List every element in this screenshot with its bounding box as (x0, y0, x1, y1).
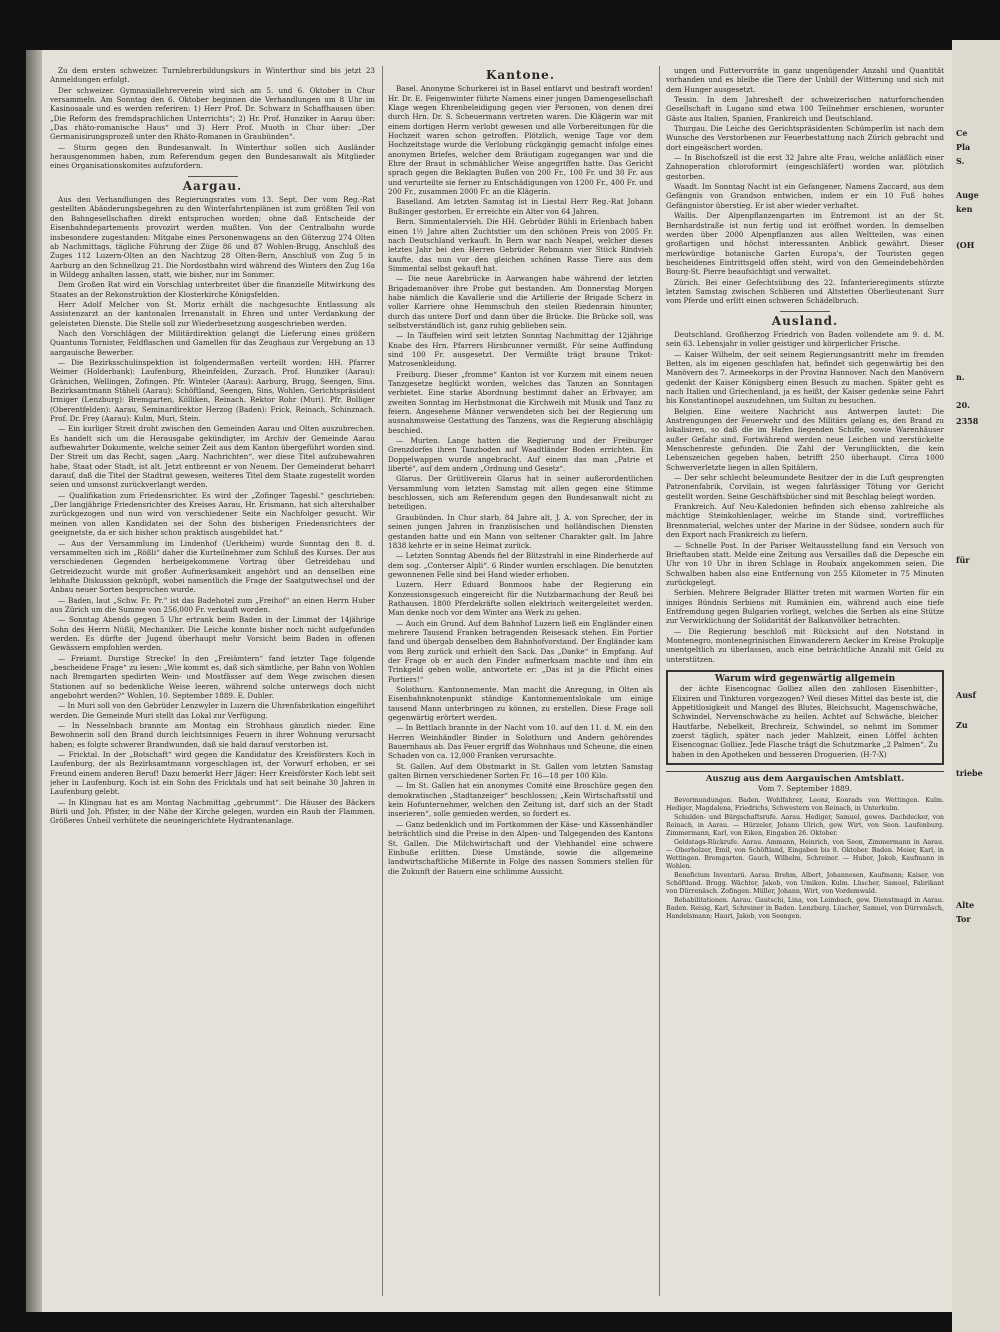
edge-fragment: S. (956, 156, 965, 166)
article: — Freiamt. Durstige Strecke! In den „Freiämtern“ fand letzter Tage folgende „bescheidene Frage“ zu lesen: „Wie kommt es, daß sich sämtliche, per Bahn von Wohlen nach Bremgarten spedirten Wein- und Mostfässer auf dem Wege zwischen diesen Stationen auf so bedenkliche Weise leeren, während solche unterwegs doch nicht angebohrt werden?“ Wohlen, 10. September 1889. E. Dubler. (50, 653, 375, 700)
article: Wallis. Der Alpenpflanzengarten im Entremont ist an der St. Bernhardstraße ist nun fertig und ist eröffnet worden. In demselben werden über 2000 Alpenpflanzen aus allen Weltteilen, was einen großartigen und höchst interessanten Anblick gewährt. Dieser merkwürdige botanische Garten Europa's, der Touristen gegen bescheidenes Eintrittsgeld offen steht, wird von den Gemeindebehörden Bourg-St. Pierre beaufsichtigt und verwaltet. (666, 211, 944, 277)
column-right (666, 66, 944, 1296)
article: — In Bischofszell ist die erst 32 Jahre alte Frau, welche anläßlich einer Zahnoperation chloroformirt (eingeschläfert) worden war, plötzlich gestorben. (666, 153, 944, 181)
advertisement-text: der ächte Eisencognac Golliez allen den zahllosen Eisenbitter-, Elixiren und Tinkturen vorgezogen? Weil dieses Mittel das beste ist, die Appetitlosigkeit und Mangel des Blutes, Bleichsucht, Magenschwäche, Schwindel, Nervenschwäche zu heilen. Achtet auf Schwäche, bleicher Hautfarbe, Nebelkeit, Brechreiz, Schwindel, so nehmt im Sommer zuerst täglich, später nach jeder Mahlzeit, einen Löffel ächten Eisencognac Golliez. Jede Flasche trägt die Schutzmarke „2 Palmen“. Zu haben in den Apotheken und besseren Droguerien. (H-7-X) (672, 684, 938, 759)
article: Luzern. Herr Eduard Bonmoos habe der Regierung ein Konzessionsgesuch eingereicht für die Nutzbarmachung der Reuß bei Rathausen. 1800 Pferdekräfte sollen elektrisch weitergeleitet werden. Man denke noch vor dem Winter ans Werk zu gehen. (388, 580, 653, 618)
article: ungen und Futtervorräte in ganz ungenügender Anzahl und Quantität vorhanden und es bleibe die Tiere der Unbill der Witterung und sich mit dem Hunger ausgesetzt. (666, 66, 944, 94)
column-middle (388, 66, 653, 1296)
article: — Sturm gegen den Bundesanwalt. In Winterthur sollen sich Ausländer herausgenommen haben, zum Referendum gegen den Bundesanwalt als Mitglieder eines Organisationskomites aufzufordern. (50, 142, 375, 171)
section-divider (780, 311, 830, 312)
amtsblatt-entry: Rehabilitationen. Aarau. Gautschi, Lina, von Leimbach, gew. Dienstmagd in Aarau. Baden. Reisig, Karl, Schreiner in Baden. Lenzburg. Lüscher, Samuel, von Dürrenäsch, Handelsmann; Hauri, Jakob, von Seengen. (666, 896, 944, 920)
scan-background (952, 0, 1000, 40)
article: Serbien. Mehrere Belgrader Blätter treten mit warmen Worten für ein inniges Bündnis Serbiens mit Rumänien ein, während auch eine tiefe Entfremdung gegen Bulgarien vorliegt, welches die Serben als eine Stütze zur Verwirklichung der Solidarität der Balkanvölker betrachten. (666, 588, 944, 626)
article: Herr Adolf Melcher von St. Moriz erhält die nachgesuchte Entlassung als Assistenzarzt an der kantonalen Irrenanstalt in Ehren und unter Verdankung der geleisteten Dienste. Die Stelle soll zur Wiederbesetzung ausgeschrieben werden. (50, 299, 375, 328)
article: Deutschland. Großherzog Friedrich von Baden vollendete am 9. d. M. sein 63. Lebensjahr in voller geistiger und körperlicher Frische. (666, 329, 944, 349)
article: — Schnelle Post. In der Pariser Weltausstellung fand ein Versuch von Brieftauben statt. Melde eine Zeitung aus Versailles daß die Depesche ein Uhr von 10 Uhr in ihren Schlage in Roubaix angekommen seien. Die Schwalben haben also eine Entfernung von 255 Kilometer in 75 Minuten zurückgelegt. (666, 540, 944, 587)
article: — In Klingnau hat es am Montag Nachmittag „gebrummt“. Die Häuser des Bäckers Bürli und Joh. Pfister, in der Nähe der Kirche gelegen, wurden ein Raub der Flammen. Größeres Unheil verhütete die neueingerichtete Hydrantenanlage. (50, 797, 375, 826)
section-heading-aargau: Aargau. (182, 178, 243, 193)
article: — Auch ein Grund. Auf dem Bahnhof Luzern ließ ein Engländer einen mehrere Tausend Franken betragenden Reisesack stehen. Ein Portier fand und übergab denselben dem Bahnhofvorstand. Der Engländer kam vom Berg zurück und erhielt den Sack. Das „Danke“ in Empfang. Auf der Frage ob er auch den Finder aufmerksam machte und ihm ein Trinkgeld geben wolle, antwortete er: „Das ist ja die Pflicht eines Portiers!“ (388, 618, 653, 684)
article: Nach den Vorschlägen der Militärdirektion gelangt die Lieferung eines größern Quantums Tornister, Feldflaschen und Gamellen für das Zeughaus zur Vergebung an 13 aargauische Bewerber. (50, 328, 375, 357)
article: — Ein kurliger Streit droht zwischen den Gemeinden Aarau und Olten auszubrechen. Es handelt sich um die Herausgabe gekündigter, im Archiv der Gemeinde Aarau aufbewahrter Dokumente, welche seiner Zeit aus dem Kanton übergeführt worden sind. Der Streit um das Recht, sagen „Aarg. Nachrichten“, wer diese Titel aufzubewahren habe, Staat oder Stadt, ist alt. Jetzt entbrennt er von Neuem. Der Gemeinderat beharrt darauf, daß die Titel der Stadtrat gewesen, weiteres Titel dem Staate zugestellt worden seien und umsonst zurückverlangt werden. (50, 424, 375, 490)
adjacent-page-edge (952, 0, 1000, 1332)
article: Solothurn. Kantonnemente. Man macht die Anregung, in Olten als Eisenbahnknotenpunkt ständige Kantonnementslokale um einige tausend Mann unterbringen zu können, zu erstellen. Diese Frage soll gegenwärtig erörtert werden. (388, 685, 653, 723)
article: — Murten. Lange hatten die Regierung und der Freiburger Grenzdorfes ihren Tanzboden auf Waadtländer Boden errichten. Ein Doppelwappen wurde angebracht. Auf einem das man „Patrie et liberté“, auf dem andern „Ordnung und Gesetz“. (388, 436, 653, 474)
edge-fragment: Pla (956, 142, 971, 152)
article: — Fricktal. In der „Botschaft“ wird gegen die Kandidatur des Kreisförsters Koch in Laufenburg, der als Bezirksamtmann vorgeschlagen ist, der Vorwurf erhoben, er sei Freund einem anderen Beruf! Dazu bemerkt Herr Jäger: Herr Kreisförster Koch lebt seit jeher in Laufenburg. Koch ist ein Sohn des Fricktals und hat seit beinahe 30 Jahren in Laufenburg gelebt. (50, 750, 375, 797)
amtsblatt-entry: Schulden- und Bürgschaftsrufe. Aarau. Hediger, Samuel, gewes. Dachdecker, von Reinach, in Aarau. — Hürzeler, Johann Ulrich, gew. Wirt, von Seon. Laufenburg. Zimmermann, Karl, von Eiken, Eingaben 26. Oktober. (666, 813, 944, 837)
amtsblatt-date: Vom 7. September 1889. (758, 784, 852, 794)
edge-fragment: Tor (956, 914, 971, 924)
article: Bern. Simmentalervieh. Die HH. Gebrüder Bühli in Erlenbach haben einen 1½ Jahre alten Zuchtstier um den schönen Preis von 2005 Fr. nach Deutschland verkauft. In Bern war nach Neapel, welcher dieses letztes Jahr bei den Herren Gebrüder Rebmann vier Stück Rindvieh kaufte, das nun vor den gleichen schönen Rasse Tiere aus dem Simmental selbst gekauft hat. (388, 217, 653, 273)
section-heading-kantone: Kantone. (485, 68, 555, 82)
article: Waadt. Im Sonntag Nacht ist ein Gefangener, Namens Zaccard, aus dem Gefängnis von Grandson entwichen, indem er ein 10 Fuß hohes Gefängnistor überstieg. Er ist aber wieder verhaftet. (666, 182, 944, 210)
amtsblatt-entry: Geldstags-Rückrufe. Aarau. Ammann, Heinrich, von Seon, Zimmermann in Aarau. — Oberholzer, Emil, von Schöftland, Eingaben bis 8. Oktober. Baden. Meier, Karl, in Wettingen. Bremgarten. Gauch, Wilhelm, Schreiner. — Huber, Jakob, Kaufmann in Wohlen. (666, 838, 944, 870)
article: Freiburg. Dieser „fromme“ Kanton ist vor Kurzem mit einem neuen Tanzgesetze beglückt worden, welches das Tanzen an Sonntagen verbietet. Eine starke Abordnung bestimmt daher an Erbvayer, am zweiten Sonntag im Herbstmonat die Kirchweih mit Musik und Tanz zu feiern. Angesehene Männer verwendeten sich bei der Regierung um ausnahmsweise Gestattung des Tanzens, was die Regierung abschlägig beschied. (388, 369, 653, 435)
section-heading-ausland: Ausland. (771, 313, 839, 328)
article: Der schweizer. Gymnasiallehrerverein wird sich am 5. und 6. Oktober in Chur versammeln. Am Sonntag den 6. Oktober beginnen die Verhandlungen um 8 Uhr im Kasinosaale und es werden referiren: 1) Herr Prof. Dr. Schwarz in Schaffhausen über: „Die Reform des fremdsprachlichen Unterrichts“; 2) Hr. Prof. Hunziker in Aarau über: „Das rhäto-romanische Haus“ und 3) Herr Prof. Muoth in Chur über: „Der Germanisirungsprozeß unter den Rhäto-Romanen in Graubünden“. (50, 85, 375, 142)
article: — Qualifikation zum Friedensrichter. Es wird der „Zofinger Tagesbl.“ geschrieben: „Der langjährige Friedensrichter des Kreises Aarau, Hr. Erismann, hat sich altershalber zurückgezogen und nun wird von verschiedener Seite ein Nachfolger gesucht. Wir meinen von allen Kandidaten sei der Sohn des bisherigen Friedensrichters der geeignetste, da er sich bisher schon praktisch ausgebildet hat.“ (50, 490, 375, 538)
article: — Sonntag Abends gegen 5 Uhr ertrank beim Baden in der Limmat der 14jährige Sohn des Herrn Nüßli, Mechaniker. Die Leiche konnte bisher noch nicht aufgefunden werden. Es dürfte der Jugend überhaupt mehr Vorsicht beim Baden in offenen Gewässern empfohlen werden. (50, 615, 375, 653)
amtsblatt-title: Auszug aus dem Aargauischen Amtsblatt. (666, 771, 944, 784)
edge-fragment: 2358 (956, 416, 979, 426)
edge-fragment: (OH (956, 240, 975, 250)
page-gutter-shadow (26, 50, 42, 1312)
amtsblatt-entry: Bevormundungen. Baden. Wohlfahrer, Leonz, Konrads von Wettingen. Kulm. Hediger, Magdalena, Friedrichs, Schwestern von Reinach, in Unterkulm. (666, 796, 944, 812)
edge-fragment: Ausf (956, 690, 976, 700)
advertisement-box (666, 670, 944, 765)
article: — In Bettlach brannte in der Nacht vom 10. auf den 11. d. M. ein den Herren Weinhändler Binder in Solothurn und Andern gehörendes Bauernhaus ab. Das Feuer ergriff das Wohnhaus und Scheune, die einen Schaden von ca. 12,000 Franken verursachte. (388, 723, 653, 761)
column-rule (659, 66, 660, 1296)
column-left (50, 66, 375, 1296)
column-rule (382, 66, 383, 1296)
article: — Aus der Versammlung im Lindenhof (Uerkheim) wurde Sonntag den 8. d. versammelten sich im „Rößli“ daher die Kurteilnehmer zum Schluß des Kurses. Der aus verschiedenen Gegenden herbeigekommene Vortrag über Getreidebau und Getreidezucht wurde mit großer Aufmerksamkeit angehört und an denselben eine lebhafte Diskussion geknüpft, wobei namentlich die Frage der Saatgutwechsel und der Anbau neuer Sorten besprochen wurde. (50, 538, 375, 595)
newspaper-page (26, 50, 952, 1312)
article: Baselland. Am letzten Samstag ist in Liestal Herr Reg.-Rat Johann Bußinger gestorben. Er erreichte ein Alter von 64 Jahren. (388, 197, 653, 216)
article: — In Muri soll von den Gebrüder Lenzwyler in Luzern die Uhrenfabrikation eingeführt werden. Die Gemeinde Muri stellt das Lokal zur Verfügung. (50, 701, 375, 720)
article: Frankreich. Auf Neu-Kaledonien befinden sich ebenso zahlreiche als mächtige Steinkohlenlager, welche im Stande sind, vortreffliches Brennmaterial, welches unter der Marine in der Südsee, sondern auch für den Export nach Frankreich zu liefern. (666, 502, 944, 540)
edge-fragment: n. (956, 372, 965, 382)
article: — In Nesselnbach brannte am Montag ein Strohhaus gänzlich nieder. Eine Bewohnerin soll den Brand durch leichtsinniges Feuern in ihrer Wohnung verursacht haben; es folgte schwerer Brandwunden, daß sie bald darauf verstorben ist. (50, 721, 375, 749)
edge-fragment: 20. (956, 400, 970, 410)
article: — Baden, laut „Schw. Fr. Pr.“ ist das Badehotel zum „Freihof“ an einen Herrn Huber aus Zürich um die Summe von 256,000 Fr. verkauft worden. (50, 595, 375, 614)
article: — Im St. Gallen hat ein anonymes Comité eine Broschüre gegen den demokratischen „Stadtanzeiger“ beschlossen; „Kein Wirtschaftsstil und kein Hofunternehmer, welchen den Zeitung ist, darf sich an der Stadt inserieren“, solle gemieden werden, so fordert es. (388, 781, 653, 819)
article: Dem Großen Rat wird ein Vorschlag unterbreitet über die finanzielle Mitwirkung des Staates an der Rekonstruktion der Klosterkirche Königsfelden. (50, 280, 375, 299)
article: Graubünden. In Chur starb, 84 Jahre alt, J. A. von Sprecher, der in seinen jungen Jahren in französischen und holländischen Diensten gestanden hatte und ein Mann von seltener Charakter galt. Im Jahre 1838 kehrte er in seine Heimat zurück. (388, 512, 653, 550)
article: Glarus. Der Grütliverein Glarus hat in seiner außerordentlichen Versammlung vom letzten Samstag mit allen gegen eine Stimme beschlossen, sich am Referendum gegen den Bundesanwalt nicht zu beteiligen. (388, 474, 653, 512)
advertisement-title: Warum wird gegenwärtig allgemein (714, 673, 896, 684)
article: — Letzten Sonntag Abends fiel der Blitzstrahl in eine Rinderherde auf dem sog. „Conterser Alpli“. 6 Rinder wurden erschlagen. Die benutzten gewonnenen Felle sind bei Hand wieder erhoben. (388, 551, 653, 579)
section-divider (188, 176, 238, 177)
article: St. Gallen. Auf dem Obstmarkt in St. Gallen vom letzten Samstag galten Birnen verschiedener Sorten Fr. 16—18 per 100 Kilo. (388, 761, 653, 781)
article: — Die Bezirksschulinspektion ist folgendermaßen verteilt worden: HH. Pfarrer Weimer (Holderbank): Laufenburg, Rheinfelden, Zurzach. Prof. Hunziker (Aarau): Gränichen, Wellingen, Zofingen. Pfr. Winteler (Aarau): Aarburg, Brugg, Seengen, Sins. Bezirksamtmann Stäheli (Aarau): Schöftland, Seengen, Sins, Wohlen. Gerichtspräsident Irmiger (Lenzburg): Bremgarten, Kölliken, Reinach. Rektor Rohr (Muri). Pfr. Bolliger (Oberentfelden): Aarau, Seminardirektor Herzog (Baden): Frick, Reinach, Schinznach. Prof. Dr. Frey (Aarau): Kulm, Muri, Stein. (50, 357, 375, 424)
article: Basel. Anonyme Schurkerei ist in Basel entlarvt und bestraft worden! Hr. Dr. E. Feigenwinter führte Namens einer jungen Damengesellschaft Klage wegen Ehrenbeleidigung gegen vier Personen, von denen drei durch Hrn. Dr. S. Scheuermann vertreten waren. Die Klägerin war mit einem dortigen Herrn verlobt gewesen und alle Vorbereitungen für die Hochzeit waren schon getroffen. Plötzlich, wenige Tage vor dem Hochzeitstage wurde die Verlobung rückgängig gemacht infolge eines anonymen Briefes, welcher dem Bräutigam zugegangen war und die Ehre der Braut in schmählicher Weise angegriffen hatte. Das Gericht sprach gegen die Beklagten Bußen von 200 Fr., 100 Fr. und 30 Fr. aus und verurteilte sie ferner zu Entschädigungen von 1200 Fr., 400 Fr. und 200 Fr., zusammen 2000 Fr. an die Klägerin. (388, 84, 653, 197)
edge-fragment: Auge (956, 190, 979, 200)
article: Tessin. In dem Jahresheft der schweizerischen naturforschenden Gesellschaft in Lugano sind etwa 100 Teilnehmer erschienen, worunter Gäste aus Italien, Spanien, Frankreich und Deutschland. (666, 95, 944, 123)
article: Zu dem ersten schweizer. Turnlehrerbildungskurs in Winterthur sind bis jetzt 23 Anmeldungen erfolgt. (50, 66, 375, 85)
article: Belgien. Eine weitere Nachricht aus Antwerpen lautet: Die Anstrengungen der Feuerwehr und des Militärs gelang es, den Brand zu lokalisiren, so daß die im Hafen liegenden Schiffe, sowie Warenhäuser außer Gefahr sind. Fortwährend werden neue Leichen und zerstückelte Menschenreste gefunden. Die Zahl der Verunglückten, die kein Lebenszeichen gegeben haben, betrifft 250 überhaupt. Circa 1000 Schwerverletzte liegen in allen Spitälern. (666, 406, 944, 472)
article: — In Täuffelen wird seit letzten Sonntag Nachmittag der 12jährige Knabe des Hrn. Pfarrers Hirsbrunner vermißt. Für seine Auffindung sind 100 Fr. ausgesetzt. Der Vermißte trägt braune Trikot-Matrosenkleidung. (388, 331, 653, 369)
amtsblatt-entry: Beneficium Inventarii. Aarau. Brehm, Albert, Johannesen, Kaufmann; Kaiser, von Schöftland. Brugg. Wächter, Jakob, von Umiken. Kulm. Lüscher, Samuel, Fabrikant von Dürrenäsch. Zofingen. Müller, Johann, Wirt, von Vordemwald. (666, 871, 944, 895)
article: — Kaiser Wilhelm, der seit seinem Regierungsantritt mehr im fremden Betten, als im eigenen geschlafen hat, befindet sich gegenwärtig bei den Manövern des 7. Armeekorps in der Provinz Hannover. Nach den Manövern gedenkt der Kaiser Königsberg einen Besuch zu machen. Später geht es nach Italien und Griechenland, ja es heißt, der Kaiser gedenke seine Fahrt bis Konstantinopel auszudehnen, um Sultan zu besuchen. (666, 349, 944, 406)
article: Thurgau. Die Leiche des Gerichtspräsidenten Schümperlin ist nach dem Wunsche des Verstorbenen zur Feuerbestattung nach Zürich gebracht und dort eingeäschert worden. (666, 124, 944, 152)
article: — Der sehr schlecht beleumundete Besitzer der in die Luft gesprengten Patronenfabrik, Corvilain, ist wegen fahrlässiger Tötung vor Gericht gestellt worden. Seine Geschäftsbücher sind mit Beschlag belegt worden. (666, 473, 944, 501)
edge-fragment: ken (956, 204, 973, 214)
edge-fragment: für (956, 555, 970, 565)
edge-fragment: triebe (956, 768, 983, 778)
article: Zürich. Bei einer Gefechtsübung des 22. Infanterieregiments stürzte letzten Samstag zwischen Schlieren und Altstetten Oberlieutenant Surr vom Pferde und erlitt einen schweren Schädelbruch. (666, 277, 944, 306)
edge-fragment: Alte (956, 900, 975, 910)
article: — Die Regierung beschloß mit Rücksicht auf den Notstand in Montenegro, montenegrinischen Einwanderern Aecker im Kreise Prokuplje unentgeltlich zu überlassen, auch eine beträchtliche Anzahl mit Geld zu unterstützen. (666, 626, 944, 664)
article: — Die neue Aarebrücke in Aarwangen habe während der letzten Brigademanöver ihre Probe gut bestanden. Am Donnerstag Morgen habe nämlich die Kavallerie und die Artillerie der Brigade Scherz in voller Karriere ohne Hemmschuh den steilen Riedenrain hinunter, durch das untere Dorf und dann über die Brücke. Die Brücke soll, was selbstverständlich ist, ganz ruhig geblieben sein. (388, 274, 653, 330)
article: Aus den Verhandlungen des Regierungsrates vom 13. Sept. Der vom Reg.-Rat gestellten Abänderungsbegehren zu den Winterfahrtenplänen ist zum größten Teil von den Bahngesellschaften direkt entsprochen worden; ohne daß Entscheide der Eisenbahndepartements provozirt werden mußten. Von der Centralbahn wurde insbesondere zugestanden: Mitgabe eines Personenwagens an den Güterzug 274 Olten ab Nachmittags, tägliche Führung der Züge 86 und 87 Wohlen-Brugg, Anschluß des Zuges 112 Luzern-Olten an den Nachtzug 28 Olten-Bern, Anschluß von Zug 5 in Aarburg an den Schnellzug 21. Die Nordostbahn wird während des Winters den Zug 16a in Wildegg anhalten lassen, statt, wie bisher, nur im Sommer. (50, 195, 375, 279)
article: — Ganz bedenklich und im Fortkommen der Käse- und Kässenhändler beträchtlich sind die Preise in den Alpen- und Talgegenden des Kantons St. Gallen. Die Milchwirtschaft und der Viehhandel eine schwere Einbuße erlitten. Diese Umstände, sowie die allgemeine landwirtschaftliche Mißernte in Folge des nassen Sommers stellen für die Zukunft der Bauern eine schlimme Aussicht. (388, 819, 653, 876)
edge-fragment: Ce (956, 128, 968, 138)
edge-fragment: Zu (956, 720, 968, 730)
